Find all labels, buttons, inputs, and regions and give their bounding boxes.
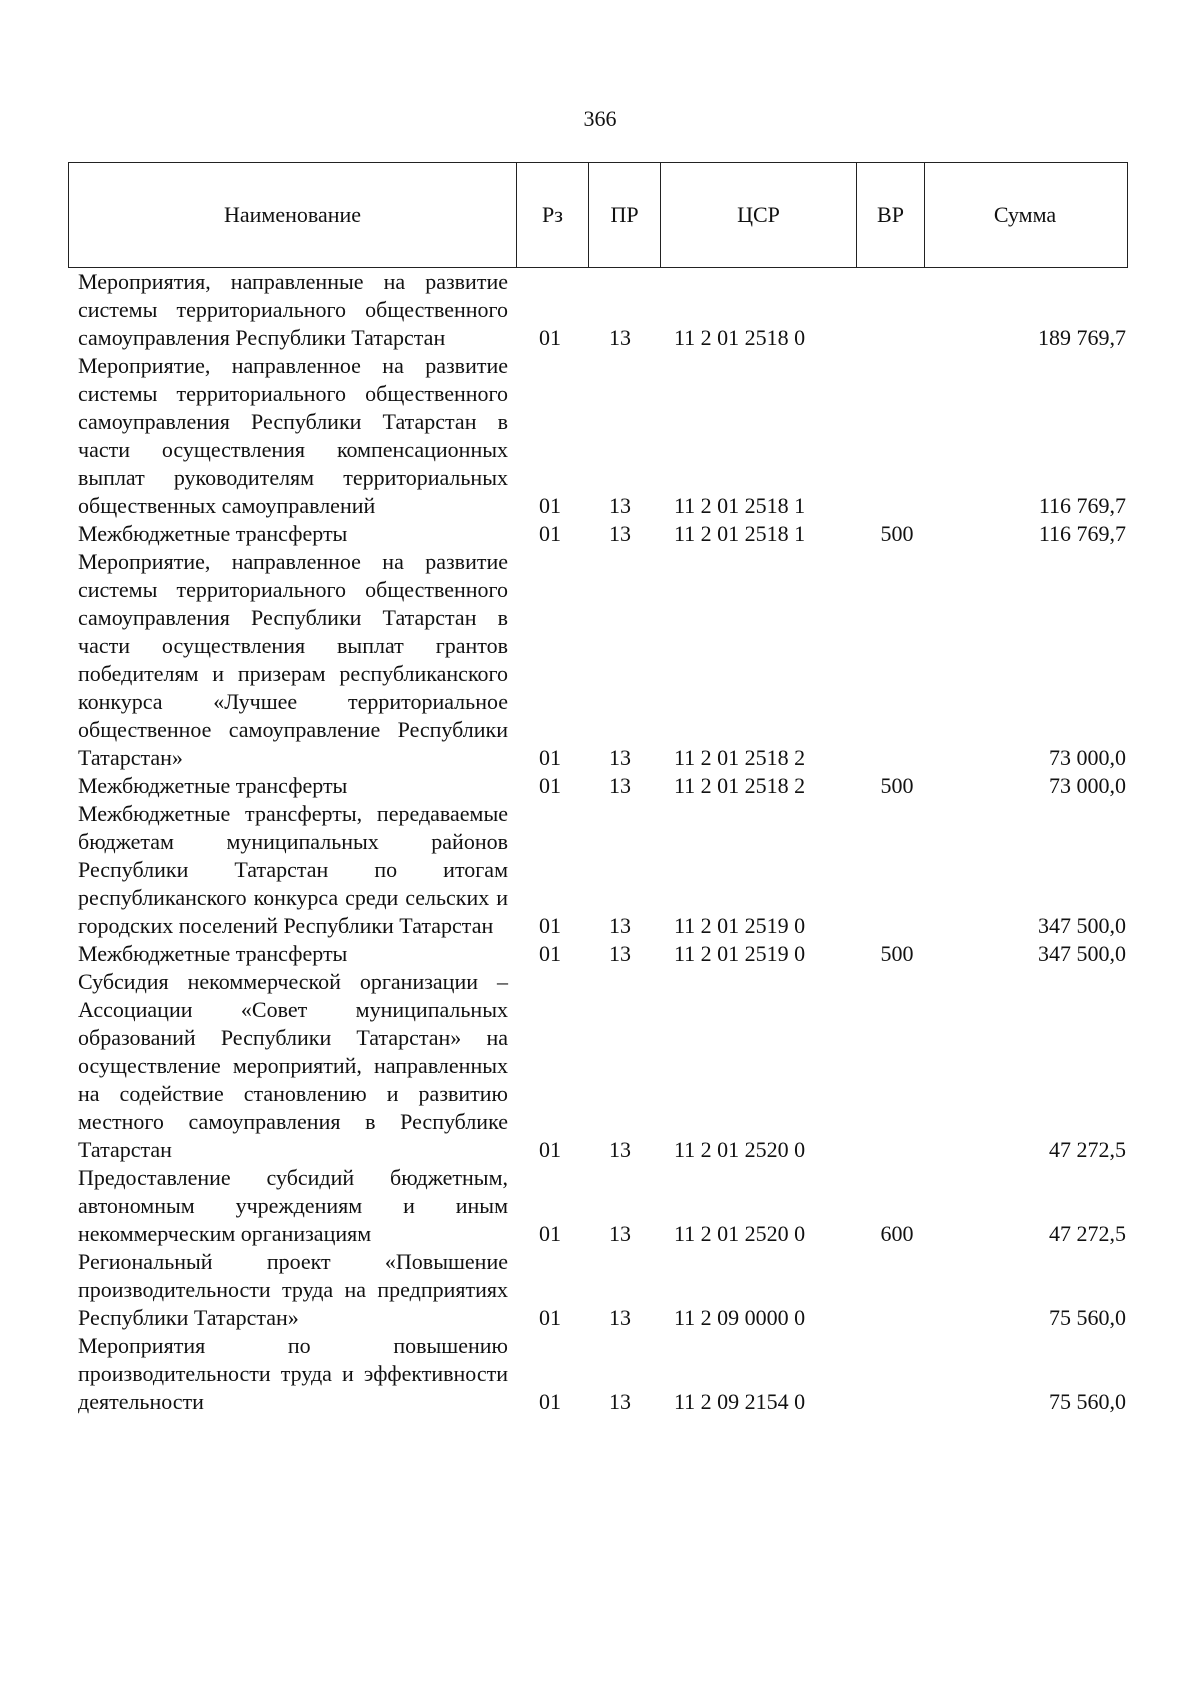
row-csr: 11 2 01 2518 2: [674, 745, 806, 770]
row-name: Межбюджетные трансферты: [78, 773, 348, 798]
row-name: Межбюджетные трансферты: [78, 941, 348, 966]
row-rz: 01: [539, 493, 561, 518]
table-row: [68, 772, 1128, 800]
table-row: [68, 1248, 1128, 1332]
row-pr: 13: [609, 521, 631, 546]
row-name: Межбюджетные трансферты: [78, 521, 348, 546]
row-vr: 600: [880, 1221, 914, 1246]
row-sum: 347 500,0: [1038, 941, 1126, 966]
header-pr: ПР: [589, 163, 661, 267]
row-rz: 01: [539, 1221, 561, 1246]
row-csr: 11 2 01 2518 2: [674, 773, 806, 798]
row-vr: 500: [880, 941, 914, 966]
row-sum: 347 500,0: [1038, 913, 1126, 938]
row-sum: 73 000,0: [1049, 773, 1126, 798]
row-rz: 01: [539, 913, 561, 938]
row-pr: 13: [609, 1389, 631, 1414]
row-name: Мероприятие, направленное на развитие системы территориального общественного самоуправления Республики Татарстан в части осуществления выплат грантов победителям и призерам республиканского конкурса «Лучшее территориальное общественное самоуправление Республики Татарстан»: [78, 549, 508, 770]
row-pr: 13: [609, 941, 631, 966]
row-pr: 13: [609, 325, 631, 350]
header-rz: Рз: [517, 163, 589, 267]
table-row: [68, 968, 1128, 1164]
row-rz: 01: [539, 773, 561, 798]
row-name: Региональный проект «Повышение производительности труда на предприятиях Республики Татарстан»: [78, 1249, 508, 1330]
row-rz: 01: [539, 1305, 561, 1330]
row-pr: 13: [609, 1221, 631, 1246]
table-row: [68, 800, 1128, 940]
row-rz: 01: [539, 1389, 561, 1414]
row-pr: 13: [609, 773, 631, 798]
row-name: Межбюджетные трансферты, передаваемые бюджетам муниципальных районов Республики Татарстан по итогам республиканского конкурса среди сельских и городских поселений Республики Татарстан: [78, 801, 508, 938]
row-csr: 11 2 09 0000 0: [674, 1305, 806, 1330]
row-sum: 116 769,7: [1038, 521, 1126, 546]
row-name: Субсидия некоммерческой организации – Ассоциации «Совет муниципальных образований Республики Татарстан» на осуществление мероприятий, направленных на содействие становлению и развитию местного самоуправления в Республике Татарстан: [78, 969, 508, 1162]
header-vr: ВР: [857, 163, 925, 267]
row-rz: 01: [539, 941, 561, 966]
table-row: [68, 548, 1128, 772]
budget-table: [68, 162, 1128, 1414]
row-pr: 13: [609, 745, 631, 770]
table-row: [68, 352, 1128, 520]
header-name: Наименование: [69, 163, 517, 267]
row-pr: 13: [609, 1137, 631, 1162]
row-sum: 116 769,7: [1038, 493, 1126, 518]
row-csr: 11 2 01 2519 0: [674, 913, 806, 938]
table-row: [68, 268, 1128, 352]
page-number: 366: [583, 106, 617, 131]
row-csr: 11 2 01 2520 0: [674, 1137, 806, 1162]
row-pr: 13: [609, 493, 631, 518]
row-sum: 75 560,0: [1049, 1305, 1126, 1330]
row-rz: 01: [539, 745, 561, 770]
row-csr: 11 2 01 2518 0: [674, 325, 806, 350]
row-sum: 73 000,0: [1049, 745, 1126, 770]
header-sum: Сумма: [993, 202, 1057, 227]
table-row: [68, 1332, 1128, 1416]
row-pr: 13: [609, 1305, 631, 1330]
table-header: [68, 162, 1128, 268]
row-rz: 01: [539, 1137, 561, 1162]
row-vr: 500: [880, 773, 914, 798]
table-row: [68, 520, 1128, 548]
row-name: Мероприятие, направленное на развитие системы территориального общественного самоуправления Республики Татарстан в части осуществления компенсационных выплат руководителям территориальных общественных самоуправлений: [78, 353, 508, 518]
row-vr: 500: [880, 521, 914, 546]
row-name: Мероприятия, направленные на развитие системы территориального общественного самоуправления Республики Татарстан: [78, 269, 508, 350]
table-body: [68, 268, 1128, 1416]
row-csr: 11 2 01 2520 0: [674, 1221, 806, 1246]
row-rz: 01: [539, 521, 561, 546]
row-csr: 11 2 01 2518 1: [674, 493, 806, 518]
row-pr: 13: [609, 913, 631, 938]
table-row: [68, 940, 1128, 968]
row-name: Предоставление субсидий бюджетным, автономным учреждениям и иным некоммерческим организациям: [78, 1165, 508, 1246]
header-csr: ЦСР: [661, 163, 857, 267]
row-sum: 75 560,0: [1049, 1389, 1126, 1414]
row-name: Мероприятия по повышению производительности труда и эффективности деятельности: [78, 1333, 508, 1414]
row-sum: 47 272,5: [1049, 1137, 1126, 1162]
row-rz: 01: [539, 325, 561, 350]
row-sum: 47 272,5: [1049, 1221, 1126, 1246]
row-csr: 11 2 01 2519 0: [674, 941, 806, 966]
row-csr: 11 2 01 2518 1: [674, 521, 806, 546]
row-sum: 189 769,7: [1038, 325, 1126, 350]
table-row: [68, 1164, 1128, 1248]
row-csr: 11 2 09 2154 0: [674, 1389, 806, 1414]
